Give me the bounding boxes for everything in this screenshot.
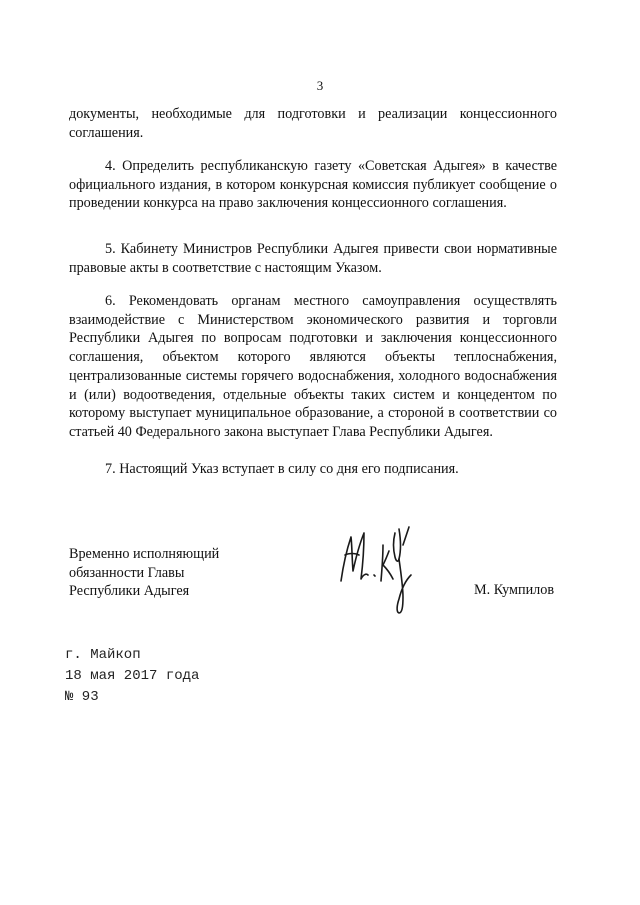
decree-city: г. Майкоп <box>65 647 141 663</box>
decree-number: № 93 <box>65 689 99 705</box>
signer-position <box>69 545 219 601</box>
paragraph-7: 7. Настоящий Указ вступает в силу со дня его подписания. <box>105 461 459 477</box>
signer-position-line: Республики Адыгея <box>69 583 190 600</box>
page-number: 3 <box>316 78 324 93</box>
paragraph-6: 6. Рекомендовать органам местного самоуправления осуществлять взаимодействие с Министерством экономического развития и торговли Республики Адыгея по вопросам подготовки и заключения концессионного соглашения, объектом которого являются объекты теплоснабжения, централизованные системы горячего водоснабжения, холодного водоснабжения и (или) водоотведения, отдельные объекты таких систем и концедентом по которому выступает муниципальное образование, а стороной в соответствии со статьей 40 Федерального закона выступает Глава Республики Адыгея. <box>69 293 557 440</box>
decree-date: 18 мая 2017 года <box>65 668 200 684</box>
signer-position-line: обязанности Главы <box>69 564 185 581</box>
paragraph-5: 5. Кабинету Министров Республики Адыгея привести свои нормативные правовые акты в соответствие с настоящим Указом. <box>69 241 557 276</box>
signer-position-line: Временно исполняющий <box>69 546 220 562</box>
paragraph-4: 4. Определить республиканскую газету «Советская Адыгея» в качестве официального издания, в котором конкурсная комиссия публикует сообщение о проведении конкурса на право заключения концессионного соглашения. <box>69 158 557 212</box>
signer-name: М. Кумпилов <box>474 582 555 598</box>
paragraph-continuation: документы, необходимые для подготовки и реализации концессионного соглашения. <box>69 106 557 141</box>
handwritten-signature <box>333 515 433 615</box>
decree-stamp <box>65 645 199 708</box>
